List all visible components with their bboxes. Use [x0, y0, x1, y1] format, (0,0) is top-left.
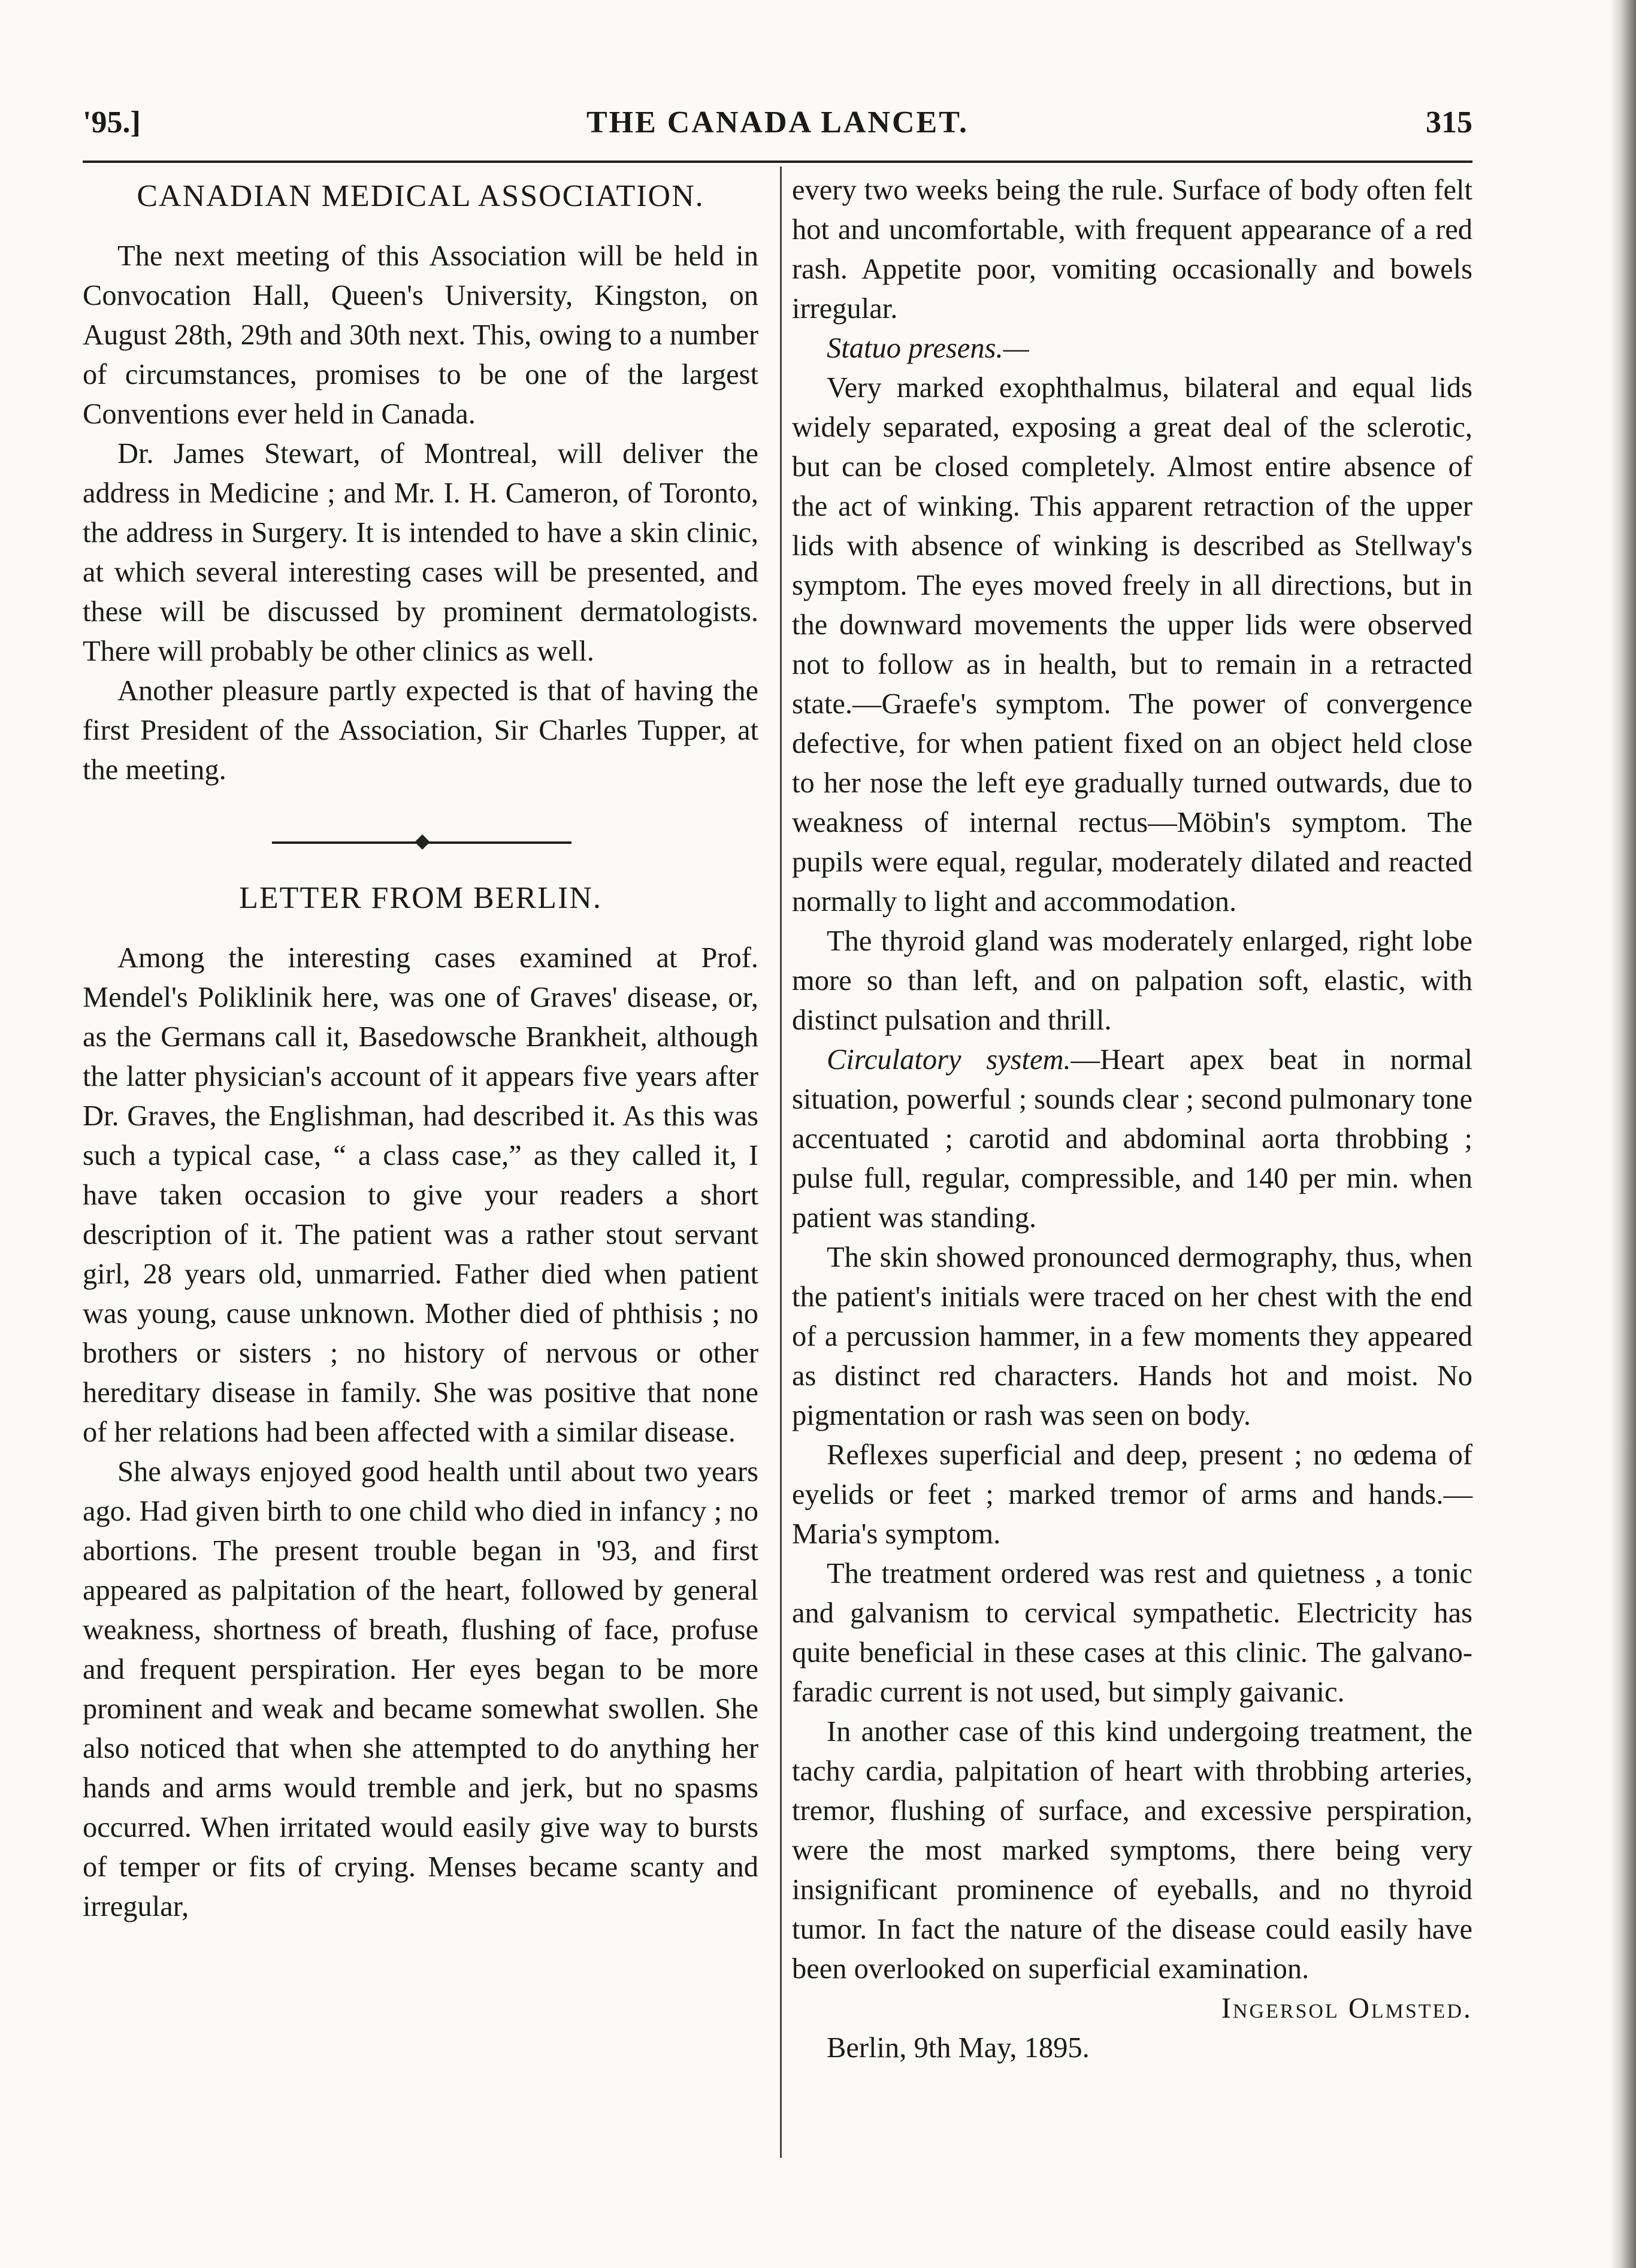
- circulatory-paragraph: [792, 1040, 1472, 1238]
- circulatory-text: —Heart apex beat in normal situation, powerful ; sounds clear ; second pulmonary tone accentuated ; carotid and abdominal aorta throbbing ; pulse full, regular, compressible, and 140 per min. when patient was standing.: [792, 1044, 1473, 1234]
- thyroid-paragraph: The thyroid gland was moderately enlarged, right lobe more so than left, and on palpation soft, elastic, with distinct pulsation and thrill.: [792, 925, 1472, 1036]
- eyes-paragraph: Very marked exophthalmus, bilateral and equal lids widely separated, exposing a great deal of the sclerotic, but can be closed completely. Almost entire absence of the act of winking. This apparent retraction of the upper lids with absence of winking is described as Stellway's symptom. The eyes moved freely in all directions, but in the downward movements the upper lids were observed not to follow as in health, but to remain in a retracted state.—Graefe's symptom. The power of convergence defective, for when patient fixed on an object held close to her nose the left eye gradually turned outwards, due to weakness of internal rectus—Möbin's symptom. The pupils were equal, regular, moderately dilated and reacted normally to light and accommodation.: [792, 372, 1472, 918]
- skin-paragraph: The skin showed pronounced dermography, thus, when the patient's initials were traced on her chest with the end of a percussion hammer, in a few moments they appeared as distinct red characters. Hands hot and moist. No pigmentation or rash was seen on body.: [792, 1242, 1472, 1431]
- treatment-paragraph: The treatment ordered was rest and quietness , a tonic and galvanism to cervical sympathetic. Electricity has quite beneficial in these cases at this clinic. The galvano-faradic current is not used, but simply gaivanic.: [792, 1558, 1472, 1708]
- letter-paragraph-2: She always enjoyed good health until about two years ago. Had given birth to one child who died in infancy ; no abortions. The present trouble began in '93, and first appeared as palpitation of the heart, followed by general weakness, shortness of breath, flushing of face, profuse and frequent perspiration. Her eyes began to be more prominent and weak and became somewhat swollen. She also noticed that when she attempted to do anything her hands and arms would tremble and jerk, but no spasms occurred. When irritated would easily give way to bursts of temper or fits of crying. Menses became scanty and irregular,: [83, 1456, 758, 1922]
- right-column: [792, 171, 1472, 2068]
- letter-paragraph-1: Among the interesting cases examined at Prof. Mendel's Poliklinik here, was one of Graves' disease, or, as the Germans call it, Basedowsche Brankheit, although the latter physician's account of it appears five years after Dr. Graves, the Englishman, had described it. As this was such a typical case, “ a class case,” as they called it, I have taken occasion to give your readers a short description of it. The patient was a rather stout servant girl, 28 years old, unmarried. Father died when patient was young, cause unknown. Mother died of phthisis ; no brothers or sisters ; no history of nervous or other hereditary disease in family. She was positive that none of her relations had been affected with a similar disease.: [83, 942, 758, 1448]
- dateline: Berlin, 9th May, 1895.: [827, 2032, 1090, 2064]
- circulatory-heading: Circulatory system.: [827, 1044, 1071, 1076]
- section-title-medical-association: CANADIAN MEDICAL ASSOCIATION.: [137, 179, 704, 213]
- section-ornament-divider: [83, 819, 758, 867]
- header-volume-year: '95.]: [83, 105, 141, 140]
- association-paragraph-1: The next meeting of this Association will be held in Convocation Hall, Queen's University, Kingston, on August 28th, 29th and 30th next. This, owing to a number of circumstances, promises to be one of the largest Conventions ever held in Canada.: [83, 240, 758, 430]
- history-continued: every two weeks being the rule. Surface of body often felt hot and uncomfortable, with frequent appearance of a red rash. Appetite poor, vomiting occasionally and bowels irregular.: [792, 174, 1472, 325]
- header-page-number: 315: [1426, 105, 1472, 140]
- statuo-presens-heading: Statuo presens.—: [827, 332, 1029, 364]
- ornament-diamond: [415, 834, 430, 849]
- association-paragraph-3: Another pleasure partly expected is that of having the first President of the Association, Sir Charles Tupper, at the meeting.: [83, 675, 758, 786]
- header-journal-title: THE CANADA LANCET.: [586, 105, 969, 140]
- reflexes-paragraph: Reflexes superficial and deep, present ; no œdema of eyelids or feet ; marked tremor of arms and hands.—Maria's symptom.: [792, 1439, 1472, 1550]
- association-paragraph-2: Dr. James Stewart, of Montreal, will deliver the address in Medicine ; and Mr. I. H. Cameron, of Toronto, the address in Surgery. It is intended to have a skin clinic, at which several interesting cases will be presented, and these will be discussed by prominent dermatologists. There will probably be other clinics as well.: [83, 438, 758, 667]
- author-signature: Ingersol Olmsted.: [1221, 1993, 1472, 2024]
- column-divider: [780, 166, 782, 2158]
- section-title-letter-from-berlin: LETTER FROM BERLIN.: [239, 881, 602, 915]
- page-binding-edge: [1610, 0, 1636, 2268]
- running-header: [83, 105, 1472, 153]
- header-rule: [83, 161, 1472, 163]
- another-case-paragraph: In another case of this kind undergoing treatment, the tachy cardia, palpitation of heart with throbbing arteries, tremor, flushing of surface, and excessive perspiration, were the most marked symptoms, there being very insignificant prominence of eyeballs, and no thyroid tumor. In fact the nature of the disease could easily have been overlooked on superficial examination.: [792, 1716, 1472, 1985]
- left-column: [83, 171, 758, 1927]
